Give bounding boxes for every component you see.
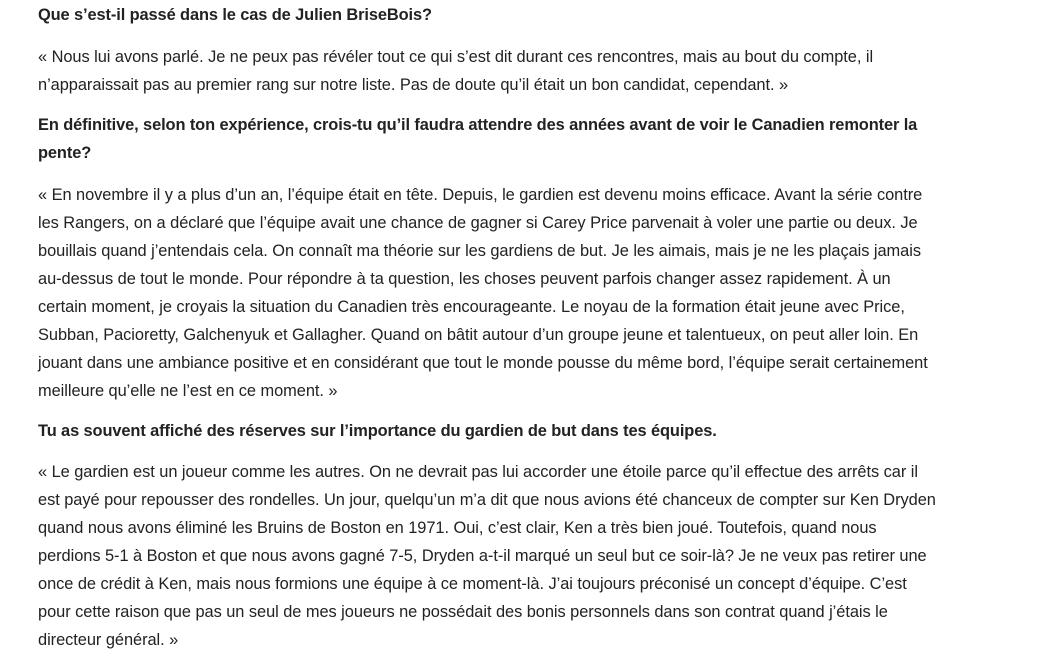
interview-answer: « Le gardien est un joueur comme les autres. On ne devrait pas lui accorder une étoile parce qu’il effectue des arrêts car il est payé pour repousser des rondelles. Un jour, quelqu’un m’a dit que nous avions été chanceux de compter sur Ken Dryden quand nous avons éliminé les Bruins de Boston en 1971. Oui, c’est clair, Ken a très bien joué. Toutefois, quand nous perdions 5-1 à Boston et que nous avons gagné 7-5, Dryden a-t-il marqué un seul but ce soir-là? Je ne veux pas retirer une once de crédit à Ken, mais nous formions une équipe à ce moment-là. J’ai toujours préconisé un concept d’équipe. C’est pour cette raison que pas un seul de mes joueurs ne possédait des bonis personnels dans son contrat quand j’étais le directeur général. » (38, 463, 936, 649)
interview-question: Que s’est-il passé dans le cas de Julien BriseBois? (38, 6, 432, 24)
interview-answer: « Nous lui avons parlé. Je ne peux pas révéler tout ce qui s’est dit durant ces rencontres, mais au bout du compte, il n’apparaissait pas au premier rang sur notre liste. Pas de doute qu’il était un bon candidat, cependant. » (38, 48, 874, 94)
interview-question: En définitive, selon ton expérience, crois-tu qu’il faudra attendre des années avant de voir le Canadien remonter la pente? (38, 116, 918, 162)
interview-answer: « En novembre il y a plus d’un an, l’équipe était en tête. Depuis, le gardien est devenu moins efficace. Avant la série contre les Rangers, on a déclaré que l’équipe avait une chance de gagner si Carey Price parvenait à voler une partie ou deux. Je bouillais quand j’entendais cela. On connaît ma théorie sur les gardiens de but. Je les aimais, mais je ne les plaçais jamais au-dessus de tout le monde. Pour répondre à ta question, les choses peuvent parfois changer assez rapidement. À un certain moment, je croyais la situation du Canadien très encourageante. Le noyau de la formation était jeune avec Price, Subban, Pacioretty, Galchenyuk et Gallagher. Quand on bâtit autour d’un groupe jeune et talentueux, on peut aller loin. En jouant dans une ambiance positive et en considérant que tout le monde pousse du même bord, l’équipe serait certainement meilleure qu’elle ne l’est en ce moment. » (38, 186, 928, 400)
interview-question: Tu as souvent affiché des réserves sur l’importance du gardien de but dans tes équipes. (38, 422, 717, 440)
